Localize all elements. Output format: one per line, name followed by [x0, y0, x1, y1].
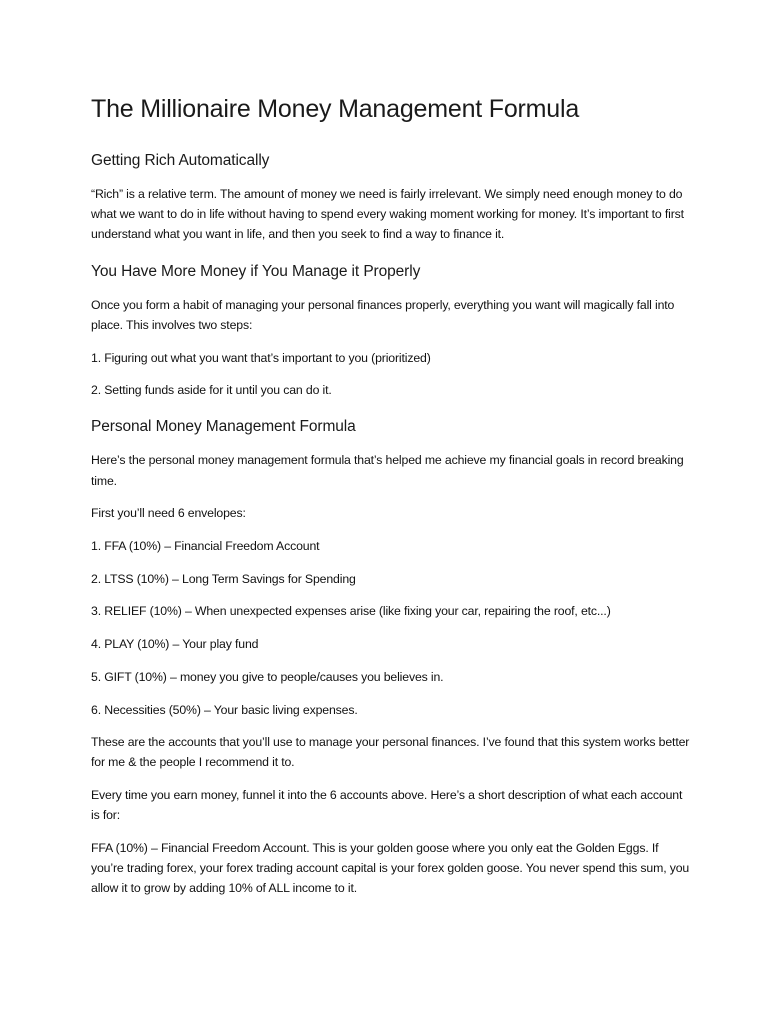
section-heading-formula: Personal Money Management Formula [91, 418, 356, 436]
list-item: 6. Necessities (50%) – Your basic living expenses. [91, 702, 358, 717]
paragraph: First you’ll need 6 envelopes: [91, 506, 246, 521]
section-heading-getting-rich: Getting Rich Automatically [91, 152, 270, 169]
page-title: The Millionaire Money Management Formula [91, 95, 580, 123]
list-item: 3. RELIEF (10%) – When unexpected expenses arise (like fixing your car, repairing the roof, etc...) [91, 604, 611, 619]
list-item: 1. Figuring out what you want that’s important to you (prioritized) [91, 350, 431, 365]
paragraph: Every time you earn money, funnel it into the 6 accounts above. Here’s a short description of what each account is for: [91, 788, 683, 823]
paragraph: These are the accounts that you’ll use to manage your personal finances. I’ve found that this system works better for me & the people I recommend it to. [91, 735, 690, 770]
list-item: 2. Setting funds aside for it until you can do it. [91, 383, 332, 398]
paragraph: Once you form a habit of managing your personal finances properly, everything you want will magically fall into place. This involves two steps: [91, 297, 675, 332]
list-item: 1. FFA (10%) – Financial Freedom Account [91, 539, 320, 554]
list-item: 5. GIFT (10%) – money you give to people/causes you believes in. [91, 669, 444, 684]
list-item: 4. PLAY (10%) – Your play fund [91, 637, 259, 652]
paragraph: “Rich” is a relative term. The amount of money we need is fairly irrelevant. We simply need enough money to do what we want to do in life without having to spend every waking moment working for money. It’s important to first understand what you want in life, and then you seek to find a way to finance it. [91, 187, 684, 242]
paragraph: FFA (10%) – Financial Freedom Account. This is your golden goose where you only eat the Golden Eggs. If you’re trading forex, your forex trading account capital is your forex golden goose. You never spend this sum, you allow it to grow by adding 10% of ALL income to it. [91, 841, 690, 896]
list-item: 2. LTSS (10%) – Long Term Savings for Spending [91, 571, 356, 586]
paragraph: Here’s the personal money management formula that’s helped me achieve my financial goals in record breaking time. [91, 453, 684, 488]
section-heading-manage-properly: You Have More Money if You Manage it Properly [91, 262, 421, 280]
